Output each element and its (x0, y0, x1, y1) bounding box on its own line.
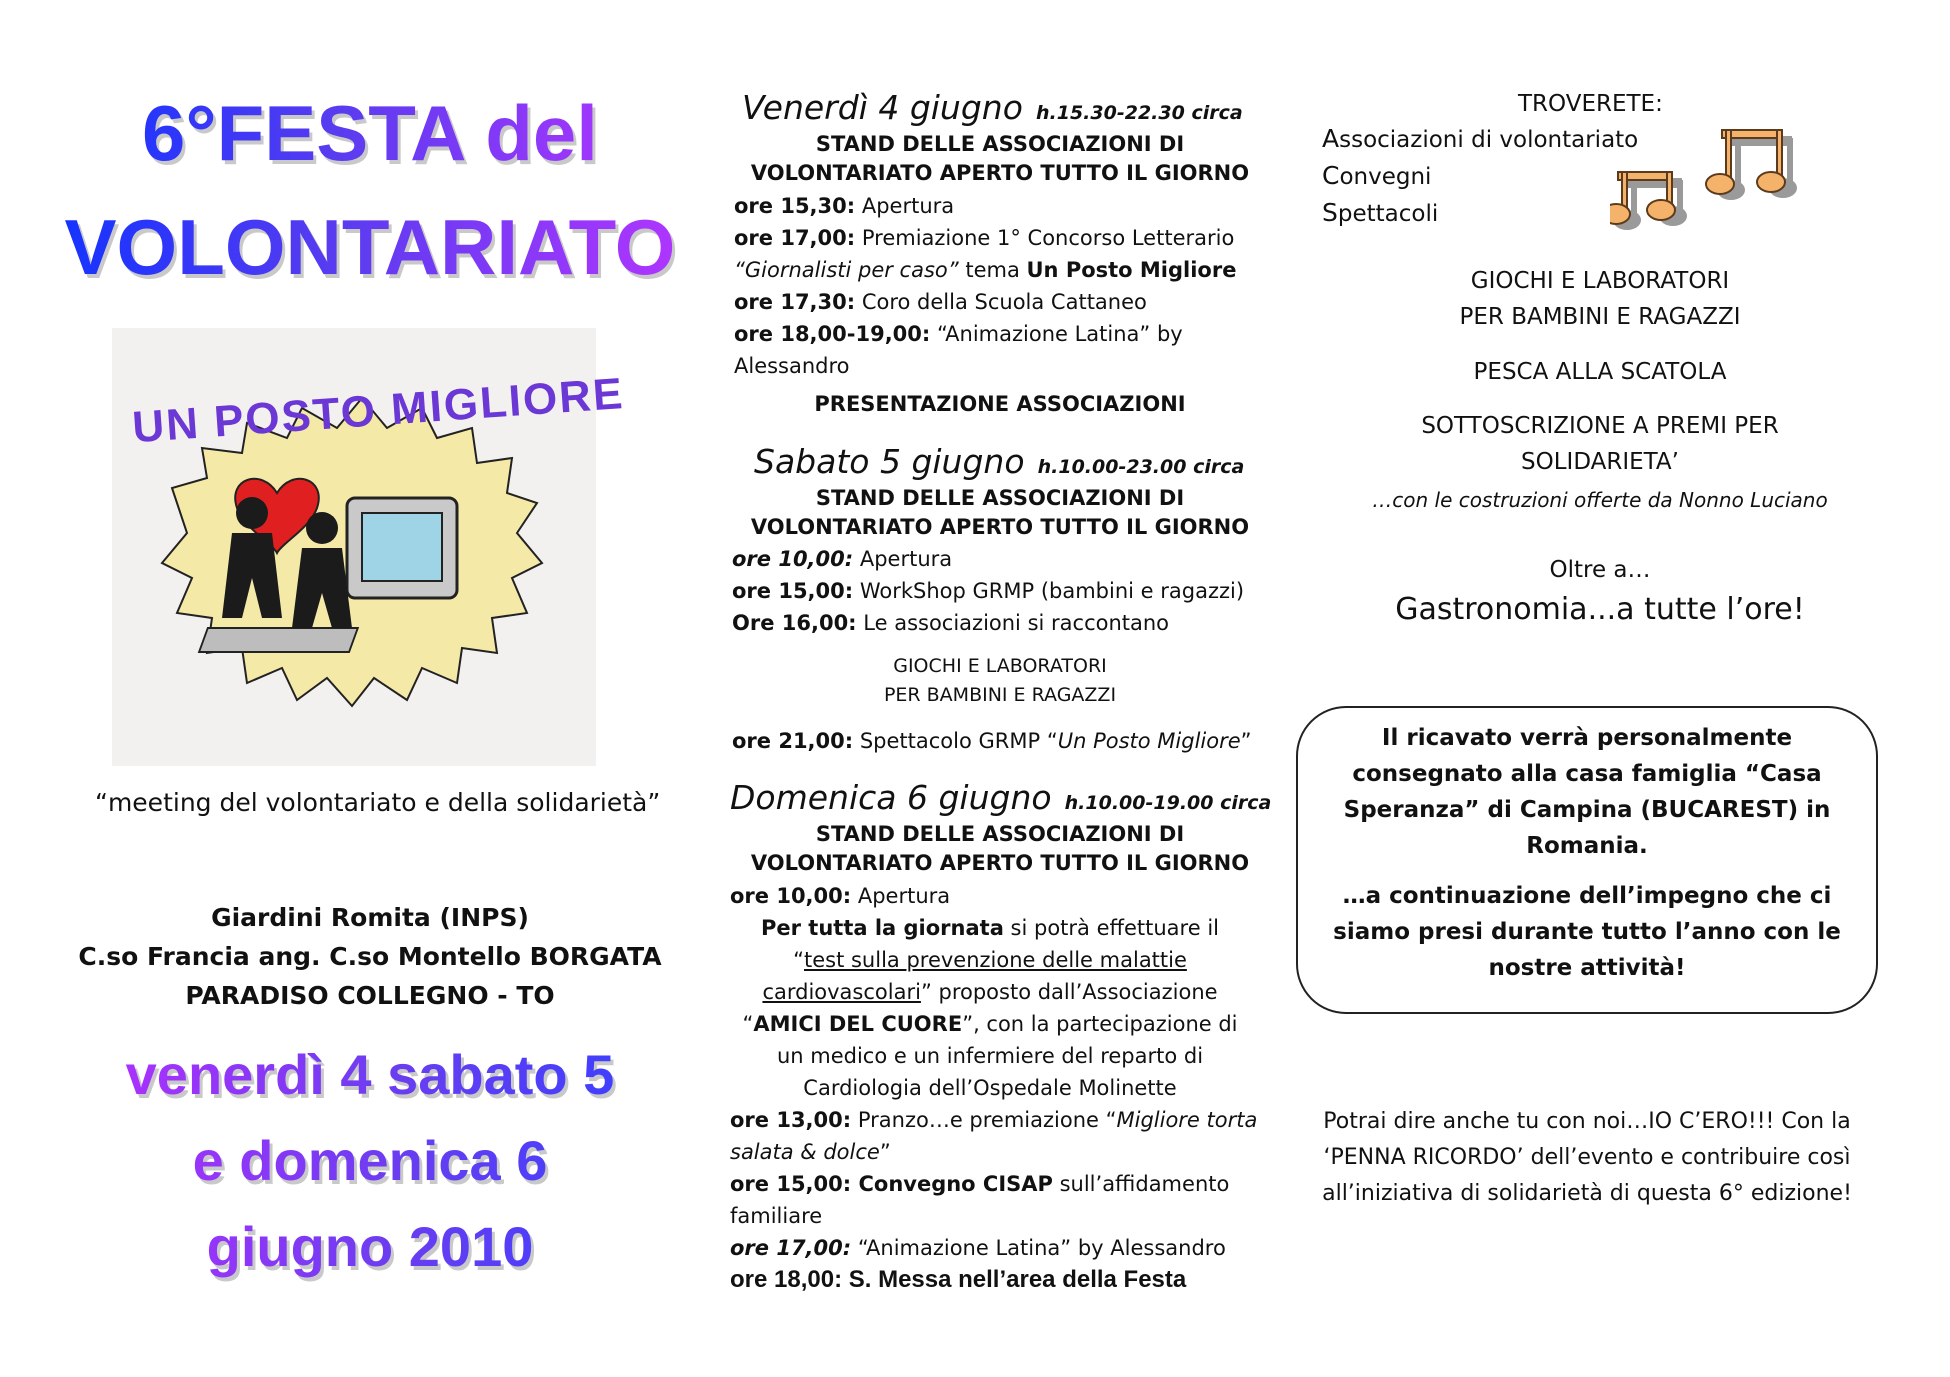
friday-schedule (734, 190, 1236, 382)
schedule-line: salata & dolce” (730, 1140, 891, 1164)
sunday-hours: h.10.00-19.00 circa (1064, 792, 1272, 814)
venue-line: C.so Francia ang. C.so Montello BORGATA (78, 942, 662, 971)
un-posto-migliore-logo (112, 328, 626, 766)
nonno-luciano-note: …con le costruzioni offerte da Nonno Luciano (1372, 488, 1828, 512)
right-games: GIOCHI E LABORATORI PER BAMBINI E RAGAZZI (1459, 268, 1741, 330)
schedule-line: ore 10,00: Apertura (732, 547, 953, 571)
schedule-line: Alessandro (734, 354, 850, 378)
festival-dates (90, 1032, 650, 1290)
schedule-line: familiare (730, 1204, 823, 1228)
troverete-heading: TROVERETE: (1518, 91, 1663, 117)
festival-title-line2: VOLONTARIATO (60, 202, 680, 292)
schedule-line: ore 15,00: Convegno CISAP sull’affidamento (730, 1172, 1230, 1196)
date-line: giugno 2010 (206, 1215, 534, 1278)
saturday-day: Sabato 5 giugno (754, 442, 1025, 481)
proceeds-text: Il ricavato verrà personalmente consegnato alla casa famiglia “Casa Speranza” di Campina (BUCAREST) in Romania. (1343, 725, 1831, 859)
sunday-heading (730, 778, 1271, 817)
schedule-line: Ore 16,00: Le associazioni si raccontano (732, 611, 1170, 635)
schedule-line: ore 15,30: Apertura (734, 194, 955, 218)
venue-line: Giardini Romita (INPS) (211, 903, 529, 932)
schedule-line: ore 17,00: Premiazione 1° Concorso Letterario (734, 226, 1235, 250)
saturday-show-line: ore 21,00: Spettacolo GRMP “Un Posto Migliore” (732, 729, 1252, 753)
schedule-line: ore 18,00-19,00: “Animazione Latina” by (734, 322, 1183, 346)
music-notes-icon (1610, 128, 1840, 238)
festival-title-line1: 6°FESTA del (80, 88, 660, 178)
friday-hours: h.15.30-22.30 circa (1036, 102, 1243, 124)
list-item: Associazioni di volontariato (1322, 124, 1639, 153)
computer-keyboard (199, 628, 358, 652)
venue-line: PARADISO COLLEGNO - TO (185, 981, 555, 1010)
schedule-line: “Giornalisti per caso” tema Un Posto Migliore (734, 258, 1237, 282)
schedule-line: ore 10,00: Apertura (730, 884, 951, 908)
meeting-subtitle: “meeting del volontariato e della solidarietà” (95, 788, 661, 817)
list-item: Spettacoli (1322, 198, 1439, 227)
sunday-schedule (730, 1104, 1257, 1264)
saturday-games: GIOCHI E LABORATORI PER BAMBINI E RAGAZZI (883, 655, 1117, 706)
troverete-list (1322, 121, 1638, 232)
computer-screen (362, 513, 442, 581)
mass-line: ore 18,00: S. Messa nell’area della Festa (730, 1266, 1187, 1293)
friday-day: Venerdì 4 giugno (742, 88, 1023, 127)
date-line: e domenica 6 (192, 1129, 548, 1192)
schedule-line: ore 17,00: “Animazione Latina” by Alessandro (730, 1236, 1226, 1260)
oltre-a: Oltre a… (1549, 557, 1651, 583)
friday-heading (742, 88, 1243, 127)
commitment-text: …a continuazione dell’impegno che ci siamo presi durante tutto l’anno con le nostre attività! (1333, 883, 1841, 981)
sottoscrizione: SOTTOSCRIZIONE A PREMI PER SOLIDARIETA’ (1421, 413, 1779, 475)
pesca-scatola: PESCA ALLA SCATOLA (1473, 359, 1727, 385)
saturday-schedule (732, 543, 1244, 639)
schedule-line: ore 13,00: Pranzo…e premiazione “Migliore torta (730, 1108, 1258, 1132)
sunday-stand: STAND DELLE ASSOCIAZIONI DI VOLONTARIATO APERTO TUTTO IL GIORNO (750, 822, 1250, 875)
saturday-hours: h.10.00-23.00 circa (1037, 456, 1245, 478)
proceeds-box (1296, 706, 1878, 1014)
gastronomia: Gastronomia...a tutte l’ore! (1395, 592, 1805, 627)
friday-stand: STAND DELLE ASSOCIAZIONI DI VOLONTARIATO APERTO TUTTO IL GIORNO (750, 132, 1250, 185)
penna-ricordo-note: Potrai dire anche tu con noi…IO C’ERO!!! Con la ‘PENNA RICORDO’ dell’evento e contribuire così all’iniziativa di solidarietà di questa 6° edizione! (1322, 1109, 1852, 1206)
logo-lettering: UN POSTO MIGLIORE (130, 369, 626, 453)
list-item: Convegni (1322, 161, 1432, 190)
saturday-heading (754, 442, 1244, 481)
schedule-line: ore 15,00: WorkShop GRMP (bambini e ragazzi) (732, 579, 1245, 603)
figure-head-right (306, 512, 338, 544)
figure-head-left (236, 497, 268, 529)
saturday-stand: STAND DELLE ASSOCIAZIONI DI VOLONTARIATO APERTO TUTTO IL GIORNO (750, 486, 1250, 539)
sunday-day: Domenica 6 giugno (730, 778, 1052, 817)
friday-presentation: PRESENTAZIONE ASSOCIAZIONI (814, 392, 1186, 416)
schedule-line: ore 17,30: Coro della Scuola Cattaneo (734, 290, 1147, 314)
sunday-prevention-block: Per tutta la giornata si potrà effettuare il “test sulla prevenzione delle malattie cardiovascolari” proposto dall’Associazione “AMICI DEL CUORE”, con la partecipazione di un medico e un infermiere del reparto di Cardiologia dell’Ospedale Molinette (742, 916, 1238, 1100)
date-line: venerdì 4 sabato 5 (125, 1043, 615, 1106)
venue-block (40, 898, 700, 1015)
